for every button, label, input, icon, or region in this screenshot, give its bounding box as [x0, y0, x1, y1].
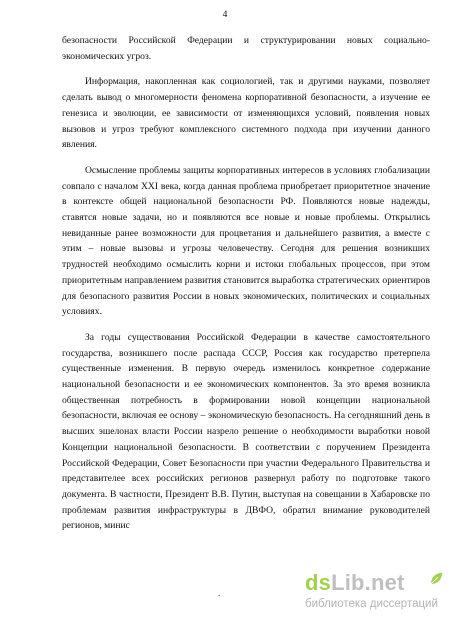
watermark-logo-prefix: ds [305, 570, 332, 595]
watermark[interactable] [305, 570, 447, 614]
paragraph: За годы существования Российской Федерации в качестве самостоятельного государства, возникшего после распада СССР, Россия как государство претерпела существенные изменения. В первую очередь изменилось конкретное содержание национальной безопасности и ее экономических компонентов. За это время возникла общественная потребность в формировании новой концепции национальной безопасности, включая ее основу – экономическую безопасность. На сегодняшний день в высших эшелонах власти России назрело решение о необходимости выработки новой Концепции национальной безопасности. В соответствии с поручением Президента Российской Федерации, Совет Безопасности при участии Федерального Правительства и представителее всех российских регионов развернул работу по подготовке такого документа. В частности, Президент В.В. Путин, выступая на совещании в Хабаровске по проблемам развития инфраструктуры в ДВФО, обратил внимание руководителей регионов, минис [62, 331, 430, 532]
watermark-caption: библиотека диссертаций [305, 598, 438, 610]
page-number: 4 [222, 10, 228, 20]
paragraph: Осмысление проблемы защиты корпоративных интересов в условиях глобализации совпало с началом XXI века, когда данная проблема приобретает приоритетное значение в контексте общей национальной безопасности РФ. Появляются новые надежды, ставятся новые задачи, но и появляются все новые и новые проблемы. Открылись невиданные ранее возможности для процветания и дальнейшего развития, а вместе с этим – новые вызовы и угрозы человечеству. Сегодня для решения возникших трудностей необходимо осмыслить корни и истоки глобальных процессов, при этом приоритетным направлением развития становится выработка стратегических ориентиров для безопасного развития России в новых экономических, политических и социальных условиях. [62, 164, 430, 318]
document-body [62, 33, 430, 534]
watermark-logo [305, 570, 405, 596]
paragraph: Информация, накопленная как социологией, так и другими науками, позволяет сделать вывод о многомерности феномена корпоративной безопасности, а изучение ее генезиса и эволюции, ее зависимости от изменяющихся условий, появления новых вызовов и угроз требуют комплексного системного подхода при изучении данного явления. [62, 76, 430, 151]
stray-mark: . [218, 588, 221, 598]
paragraph-continuation: безопасности Российской Федерации и структурировании новых социально-экономических угроз. [62, 35, 430, 62]
watermark-logo-suffix: Lib.net [331, 570, 405, 595]
leaf-icon [429, 572, 443, 586]
